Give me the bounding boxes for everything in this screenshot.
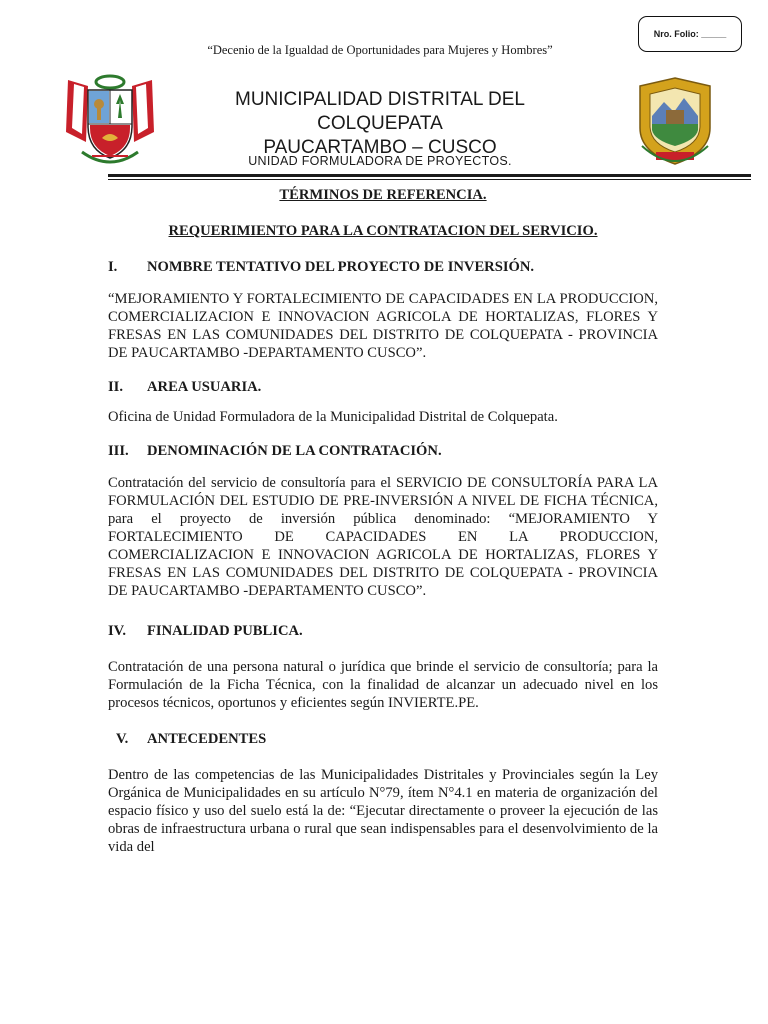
header-rule-thin — [108, 179, 751, 180]
folio-label: Nro. Folio: _____ — [653, 29, 727, 39]
document-title: TÉRMINOS DE REFERENCIA. — [279, 187, 487, 203]
section-body-5: Dentro de las competencias de las Municipalidades Distritales y Provinciales según la Ley Orgánica de Municipalidades en su artículo N°79, ítem N°4.1 en materia de organización del espacio físico y uso del suelo está la de: “Ejecutar directamente o proveer la ejecución de las obras de infraestructura urbana o rural que sean indispensables para el desenvolvimiento de la vida del — [108, 767, 658, 855]
municipality-name: MUNICIPALIDAD DISTRITAL DEL COLQUEPATA — [235, 89, 525, 134]
section-number: I. — [108, 259, 118, 275]
folio-number-box — [638, 16, 742, 52]
section-heading-4 — [108, 622, 658, 640]
municipality-title — [170, 88, 590, 160]
header-rule — [108, 174, 751, 177]
section-title: NOMBRE TENTATIVO DEL PROYECTO DE INVERSIÓN. — [147, 259, 535, 275]
section-number: IV. — [108, 623, 126, 639]
section-number: III. — [108, 443, 129, 459]
section-title: DENOMINACIÓN DE LA CONTRATACIÓN. — [147, 443, 442, 459]
section-title: FINALIDAD PUBLICA. — [147, 623, 303, 639]
municipality-location: PAUCARTAMBO – CUSCO — [263, 137, 497, 158]
section-number: V. — [116, 731, 129, 747]
unit-title: UNIDAD FORMULADORA DE PROYECTOS. — [248, 154, 512, 168]
document-body — [108, 186, 658, 856]
section-body-4: Contratación de una persona natural o jurídica que brinde el servicio de consultoría; para la Formulación de la Ficha Técnica, con la finalidad de alcanzar un adecuado nivel en los procesos técnicos, oportunos y eficientes según INVIERTE.PE. — [108, 659, 658, 711]
section-title: ANTECEDENTES — [147, 731, 267, 747]
section-heading-1 — [108, 258, 658, 276]
peru-coat-of-arms-icon — [60, 72, 160, 170]
section-body-2: Oficina de Unidad Formuladora de la Municipalidad Distrital de Colquepata. — [108, 409, 558, 425]
section-title: AREA USUARIA. — [147, 379, 262, 395]
section-heading-5 — [108, 730, 658, 748]
section-heading-3 — [108, 442, 658, 460]
section-body-3: Contratación del servicio de consultoría para el SERVICIO DE CONSULTORÍA PARA LA FORMULACIÓN DEL ESTUDIO DE PRE-INVERSIÓN A NIVEL DE FICHA TÉCNICA, para el proyecto de inversión pública denominado: “MEJORAMIENTO Y FORTALECIMIENTO DE CAPACIDADES EN LA PRODUCCION, COMERCIALIZACION E INNOVACION AGRICOLA DE HORTALIZAS, FLORES Y FRESAS EN LAS COMUNIDADES DEL DISTRITO DE COLQUEPATA - PROVINCIA DE PAUCARTAMBO -DEPARTAMENTO CUSCO”. — [108, 475, 658, 599]
section-body-1: “MEJORAMIENTO Y FORTALECIMIENTO DE CAPACIDADES EN LA PRODUCCION, COMERCIALIZACION E INNOVACION AGRICOLA DE HORTALIZAS, FLORES Y FRESAS EN LAS COMUNIDADES DEL DISTRITO DE COLQUEPATA - PROVINCIA DE PAUCARTAMBO -DEPARTAMENTO CUSCO”. — [108, 291, 658, 361]
section-number: II. — [108, 379, 124, 395]
decade-motto: “Decenio de la Igualdad de Oportunidades para Mujeres y Hombres” — [207, 43, 553, 57]
colquepata-seal-icon — [636, 76, 714, 166]
document-subtitle: REQUERIMIENTO PARA LA CONTRATACION DEL SERVICIO. — [168, 223, 598, 239]
section-heading-2 — [108, 378, 658, 396]
